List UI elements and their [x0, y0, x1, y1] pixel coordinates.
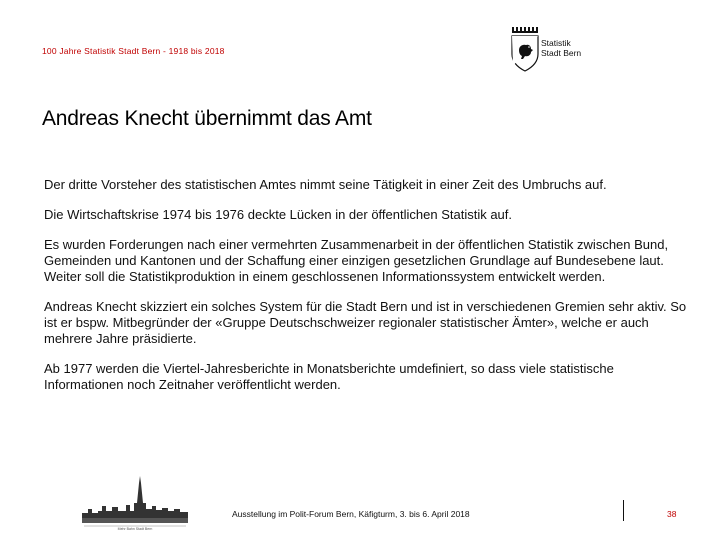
paragraph-1: Der dritte Vorsteher des statistischen Amtes nimmt seine Tätigkeit in einer Zeit des Umbruchs auf. [44, 177, 607, 192]
paragraph-5: Ab 1977 werden die Viertel-Jahresberichte in Monatsberichte umdefiniert, so dass viele statistische Informationen noch Zeitnaher veröffentlicht werden. [44, 361, 614, 392]
paragraph-4: Andreas Knecht skizziert ein solches System für die Stadt Bern und ist in verschiedenen Gremien sehr aktiv. So ist er bspw. Mitbegründer der «Gruppe Deutschschweizer regionaler statistischer Ämter», welche er auch mehrere Jahre präsidierte. [44, 299, 687, 346]
slide-title: Andreas Knecht übernimmt das Amt [42, 107, 372, 130]
paragraph-3: Es wurden Forderungen nach einer vermehrten Zusammenarbeit in der öffentlichen Statistik zwischen Bund, Gemeinden und Kantonen und der Schaffung einer einzigen gesetzlichen Grundlage auf Bundesebene laut. Weiter soll die Statistikproduktion in einem geschlossenen Informationssystem entwickelt werden. [44, 237, 669, 284]
svg-text:Mehr Bahn Stadt Bern: Mehr Bahn Stadt Bern [117, 527, 153, 531]
logo-line-statistik: Statistik [541, 38, 571, 48]
logo-text [541, 38, 581, 58]
page-number: 38 [667, 509, 677, 519]
logo-line-stadt-bern: Stadt Bern [541, 48, 582, 58]
bern-coat-of-arms-logo [511, 26, 539, 72]
paragraph-2: Die Wirtschaftskrise 1974 bis 1976 deckte Lücken in der öffentlichen Statistik auf. [44, 207, 513, 222]
header-slogan: 100 Jahre Statistik Stadt Bern - 1918 bis 2018 [42, 46, 225, 56]
bern-skyline-illustration [82, 473, 188, 531]
body-text [44, 177, 694, 407]
footer-exhibition-text: Ausstellung im Polit-Forum Bern, Käfigturm, 3. bis 6. April 2018 [232, 509, 470, 519]
footer-divider [623, 500, 624, 521]
